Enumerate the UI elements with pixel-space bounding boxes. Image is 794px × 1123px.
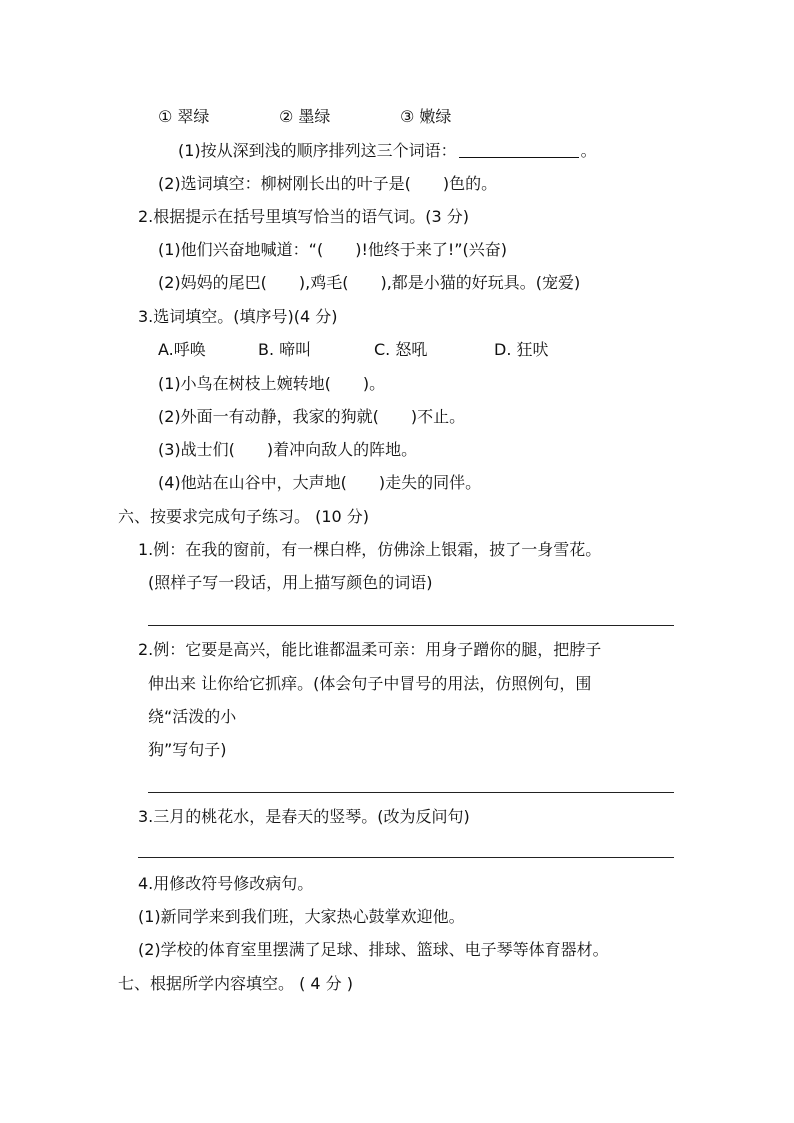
answer-line-1[interactable] [148,625,674,626]
q3-option-d: D. 狂吠 [494,340,549,359]
answer-line-3[interactable] [138,857,674,858]
q3-sub2: (2)外面一有动静，我家的狗就( )不止。 [158,407,466,426]
q3-option-b: B. 啼叫 [258,340,312,359]
s6-q2-line3: 绕“活泼的小 [148,707,237,726]
q3-title: 3.选词填空。(填序号)(4 分) [138,307,338,326]
section-6-heading: 六、按要求完成句子练习。 (10 分) [118,507,370,526]
q1-sub2: (2)选词填空：柳树刚长出的叶子是( )色的。 [158,174,498,193]
s6-q2-line1: 2.例：它要是高兴，能比谁都温柔可亲：用身子蹭你的腿，把脖子 [138,640,602,659]
q2-sub2: (2)妈妈的尾巴( ),鸡毛( ),都是小猫的好玩具。(宠爱) [158,273,581,292]
q2-sub1: (1)他们兴奋地喊道：“( )!他终于来了!”(兴奋) [158,240,508,259]
option-1: ① 翠绿 [158,107,210,126]
s6-q2-line4: 狗”写句子) [148,740,227,759]
s6-q4: 4.用修改符号修改病句。 [138,874,314,893]
s6-q3: 3.三月的桃花水，是春天的竖琴。(改为反问句) [138,807,470,826]
q1-sub1-text: (1)按从深到浅的顺序排列这三个词语： [178,141,457,160]
q1-sub1-end: 。 [580,141,597,160]
q3-option-c: C. 怒吼 [374,340,428,359]
option-3: ③ 嫩绿 [400,107,452,126]
q2-title: 2.根据提示在括号里填写恰当的语气词。(3 分) [138,207,470,226]
answer-line-2[interactable] [148,792,674,793]
option-2: ② 墨绿 [279,107,331,126]
q3-sub3: (3)战士们( )着冲向敌人的阵地。 [158,440,418,459]
s6-q4-sub1: (1)新同学来到我们班，大家热心鼓掌欢迎他。 [138,907,465,926]
s6-q2-line2: 伸出来 让你给它抓痒。(体会句子中冒号的用法，仿照例句，围 [148,674,592,693]
s6-q1-line2: (照样子写一段话，用上描写颜色的词语) [148,573,433,592]
q3-sub1: (1)小鸟在树枝上婉转地( )。 [158,374,386,393]
answer-blank[interactable] [459,141,579,158]
section-7-heading: 七、根据所学内容填空。 ( 4 分 ) [118,974,354,993]
q1-sub1 [178,140,597,162]
q3-sub4: (4)他站在山谷中，大声地( )走失的同伴。 [158,473,482,492]
q3-option-a: A.呼唤 [158,340,206,359]
s6-q1-line1: 1.例：在我的窗前，有一棵白桦，仿佛涂上银霜，披了一身雪花。 [138,540,602,559]
s6-q4-sub2: (2)学校的体育室里摆满了足球、排球、篮球、电子琴等体育器材。 [138,940,609,959]
